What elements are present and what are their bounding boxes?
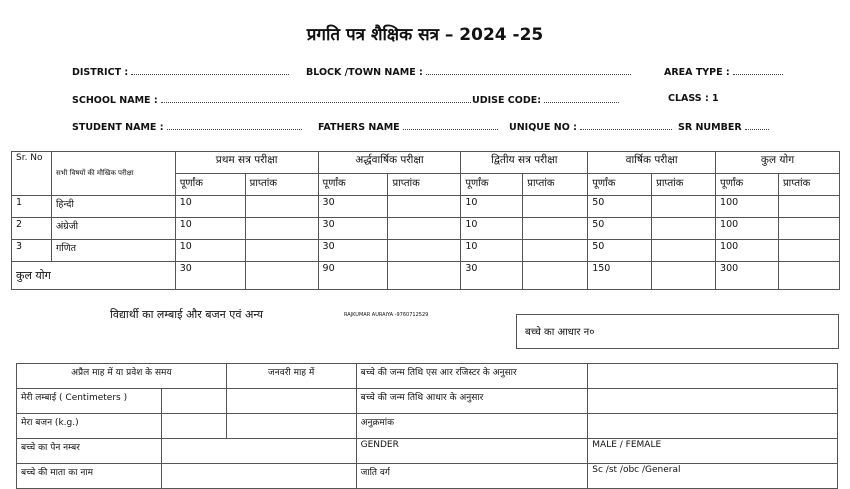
exam-header-3: द्वितीय सत्र परीक्षा (461, 152, 588, 174)
height-label: मेरी लम्बाई ( Centimeters ) (17, 389, 162, 414)
marks-table (11, 151, 840, 290)
obtained-cell[interactable] (778, 218, 839, 240)
total-cell: 300 (716, 262, 779, 290)
exam-header-4: वार्षिक परीक्षा (588, 152, 716, 174)
info-table (16, 363, 838, 489)
full-marks-cell: 30 (318, 196, 388, 218)
full-marks-header: पूर्णांक (588, 174, 652, 196)
total-cell: 30 (175, 262, 245, 290)
full-marks-cell: 10 (175, 196, 245, 218)
aadhaar-box[interactable] (516, 314, 839, 349)
weight-april-value[interactable] (161, 414, 226, 439)
sr-cell: 2 (12, 218, 52, 240)
weight-january-value[interactable] (226, 414, 356, 439)
obtained-cell[interactable] (523, 196, 588, 218)
dob-aadhaar-value[interactable] (588, 389, 838, 414)
full-marks-cell: 50 (588, 240, 652, 262)
obtained-cell[interactable] (245, 240, 318, 262)
obtained-total-cell[interactable] (388, 262, 461, 290)
total-cell: 150 (588, 262, 652, 290)
full-marks-header: पूर्णांक (175, 174, 245, 196)
height-april-value[interactable] (161, 389, 226, 414)
full-marks-cell: 50 (588, 196, 652, 218)
dob-register-value[interactable] (588, 364, 838, 389)
category-label: जाति वर्ग (356, 464, 588, 489)
exam-header-2: अर्द्धवार्षिक परीक्षा (318, 152, 461, 174)
obtained-cell[interactable] (245, 196, 318, 218)
obtained-marks-header: प्राप्तांक (652, 174, 716, 196)
obtained-cell[interactable] (388, 240, 461, 262)
unique-field[interactable] (509, 120, 672, 133)
school-field[interactable] (72, 93, 471, 106)
weight-label: मेरा बजन (k.g.) (17, 414, 162, 439)
obtained-cell[interactable] (778, 196, 839, 218)
student-label: STUDENT NAME : (72, 122, 164, 133)
pen-label: बच्चे का पेन नम्बर (17, 439, 162, 464)
sr-cell: 1 (12, 196, 52, 218)
roll-label: अनुक्रमांक (356, 414, 588, 439)
obtained-cell[interactable] (523, 218, 588, 240)
growth-title: विद्यार्थी का लम्बाई और बजन एवं अन्य (110, 308, 263, 321)
obtained-cell[interactable] (652, 240, 716, 262)
gender-options[interactable]: MALE / FEMALE (588, 439, 838, 464)
category-options[interactable]: Sc /st /obc /General (588, 464, 838, 489)
obtained-marks-header: प्राप्तांक (245, 174, 318, 196)
class-field: CLASS : 1 (668, 93, 719, 104)
subject-cell: अंग्रेजी (51, 218, 175, 240)
sr-label: SR NUMBER (678, 122, 742, 133)
block-label: BLOCK /TOWN NAME : (306, 67, 423, 78)
table-row (12, 240, 840, 262)
block-field[interactable] (306, 65, 631, 78)
obtained-cell[interactable] (652, 196, 716, 218)
full-marks-cell: 30 (318, 240, 388, 262)
exam-header-5: कुल योग (716, 152, 840, 174)
full-marks-cell: 10 (175, 240, 245, 262)
obtained-total-cell[interactable] (778, 262, 839, 290)
total-cell: 90 (318, 262, 388, 290)
area-type-field[interactable] (664, 65, 783, 78)
obtained-total-cell[interactable] (245, 262, 318, 290)
obtained-marks-header: प्राप्तांक (388, 174, 461, 196)
full-marks-cell: 30 (318, 218, 388, 240)
january-header: जनवरी माह में (226, 364, 356, 389)
full-marks-cell: 50 (588, 218, 652, 240)
udise-field[interactable] (472, 93, 619, 106)
obtained-cell[interactable] (778, 240, 839, 262)
obtained-total-cell[interactable] (523, 262, 588, 290)
roll-value[interactable] (588, 414, 838, 439)
april-header: अप्रैल माह में या प्रवेश के समय (17, 364, 227, 389)
obtained-cell[interactable] (388, 218, 461, 240)
mother-value[interactable] (161, 464, 356, 489)
table-row (12, 218, 840, 240)
pen-value[interactable] (161, 439, 356, 464)
obtained-marks-header: प्राप्तांक (778, 174, 839, 196)
district-field[interactable] (72, 65, 289, 78)
district-label: DISTRICT : (72, 67, 129, 78)
father-label: FATHERS NAME (318, 122, 400, 133)
total-cell: 30 (461, 262, 523, 290)
sr-header: Sr. No (12, 152, 52, 196)
full-marks-header: पूर्णांक (461, 174, 523, 196)
unique-label: UNIQUE NO : (509, 122, 577, 133)
obtained-cell[interactable] (652, 218, 716, 240)
subject-header: सभी विषयों की मौखिक परीक्षा (51, 152, 175, 196)
full-marks-cell: 100 (716, 196, 779, 218)
full-marks-header: पूर्णांक (716, 174, 779, 196)
sr-cell: 3 (12, 240, 52, 262)
full-marks-cell: 100 (716, 240, 779, 262)
gender-label: GENDER (356, 439, 588, 464)
full-marks-cell: 10 (461, 196, 523, 218)
exam-header-1: प्रथम सत्र परीक्षा (175, 152, 318, 174)
school-label: SCHOOL NAME : (72, 95, 158, 106)
total-label: कुल योग (12, 262, 176, 290)
full-marks-cell: 10 (175, 218, 245, 240)
obtained-cell[interactable] (523, 240, 588, 262)
height-january-value[interactable] (226, 389, 356, 414)
obtained-marks-header: प्राप्तांक (523, 174, 588, 196)
student-field[interactable] (72, 120, 302, 133)
credit-text: RAJKUMAR AURAIYA -9760712529 (344, 312, 429, 318)
udise-label: UDISE CODE: (472, 95, 541, 106)
dob-register-label: बच्चे की जन्म तिथि एस आर रजिस्टर के अनुसार (356, 364, 588, 389)
subject-cell: गणित (51, 240, 175, 262)
obtained-cell[interactable] (245, 218, 318, 240)
area-type-label: AREA TYPE : (664, 67, 730, 78)
obtained-total-cell[interactable] (652, 262, 716, 290)
page-title: प्रगति पत्र शैक्षिक सत्र – 2024 -25 (306, 25, 544, 45)
full-marks-header: पूर्णांक (318, 174, 388, 196)
table-row (12, 196, 840, 218)
obtained-cell[interactable] (388, 196, 461, 218)
full-marks-cell: 10 (461, 218, 523, 240)
dob-aadhaar-label: बच्चे की जन्म तिथि आधार के अनुसार (356, 389, 588, 414)
sr-field[interactable] (678, 120, 769, 133)
mother-label: बच्चे की माता का नाम (17, 464, 162, 489)
full-marks-cell: 100 (716, 218, 779, 240)
aadhaar-label: बच्चे का आधार न० (525, 327, 595, 338)
father-field[interactable] (318, 120, 498, 133)
full-marks-cell: 10 (461, 240, 523, 262)
subject-cell: हिन्दी (51, 196, 175, 218)
total-row (12, 262, 840, 290)
